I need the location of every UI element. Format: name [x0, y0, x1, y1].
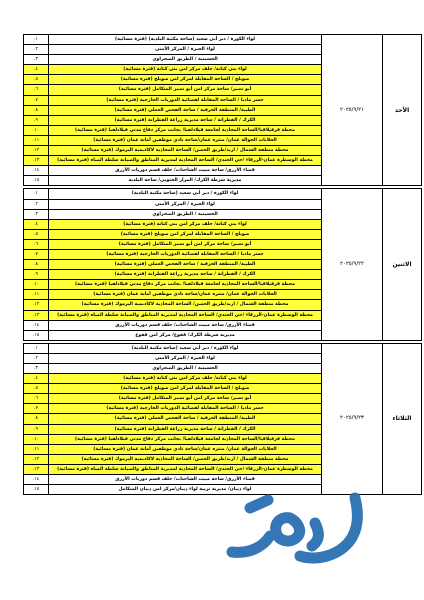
location-cell: الحلابات الجوالة عمان/ منتزه عمان/ساحة نادي موظفين أمانة عمان (فترة مسائية)	[49, 444, 322, 454]
row-number: ١٠.	[24, 434, 49, 444]
location-cell: الحسينية / الطريق الصحراوي	[49, 209, 322, 219]
row-number: ١٠.	[24, 280, 49, 290]
row-number: ٨.	[24, 105, 49, 115]
row-number: ٦.	[24, 394, 49, 404]
location-cell: الطيبة/ المنطقة الحرفية / ساحة الفحص العملي (فترة مسائية)	[49, 260, 322, 270]
row-number: ٤.	[24, 219, 49, 229]
location-cell: الحسينية / الطريق الصحراوي	[49, 55, 322, 65]
row-number: ٤.	[24, 374, 49, 384]
location-cell: محطة الوسطرة عمان-الزرقاء /حي الجندي/ الساحة المحاذية لمديرية المناطق والصيانة سلطة المياه (فترة مسائية)	[49, 310, 322, 320]
row-number: ٥.	[24, 229, 49, 239]
location-cell: لواء بني كنانة/ خلف مركز امن بني كنانة (فترة مسائية)	[49, 219, 322, 229]
location-cell: لواء الكورة / دير أبي سعيد (ساحة مكتبة البلدية)	[49, 189, 322, 199]
row-number: ٦.	[24, 239, 49, 249]
row-number: ١٤.	[24, 166, 49, 176]
row-number: ١٢.	[24, 454, 49, 464]
location-cell: محطة منطقة الشمال / اربد/طريق الحصن/ الساحة المحاذية لاكاديمية اليرموك (فترة مسائية)	[49, 146, 322, 156]
row-number: ٦.	[24, 85, 49, 95]
location-cell: لواء بني كنانة/ خلف مركز امن بني كنانة (فترة مسائية)	[49, 374, 322, 384]
location-cell: مديرية شرطة الكرك/ المزار الجنوبي/ ساحة البلدية	[49, 176, 322, 186]
date-cell: ٢٠٢٥/٩/٢٢	[322, 189, 383, 340]
row-number: ١٣.	[24, 310, 49, 320]
location-cell: قضاء الأزرق/ ساحة مبيت الشاحنات/ خلف قسم دوريات الأزرق	[49, 475, 322, 485]
location-cell: لواء بني كنانة/ خلف مركز امن بني كنانة (فترة مسائية)	[49, 65, 322, 75]
location-cell: لواء الجيزة / المركز الأمني	[49, 353, 322, 363]
date-cell: ٢٠٢٥/٩/٢٣	[322, 343, 383, 494]
row-number: ٢.	[24, 45, 49, 55]
row-number: ١٥.	[24, 176, 49, 186]
row-number: ٥.	[24, 384, 49, 394]
location-cell: جسر مادبا / الساحة المقابلة لقضائية الدوريات الخارجية (فترة مسائية)	[49, 404, 322, 414]
location-cell: لواء الكورة / دير أبي سعيد (ساحة مكتبة البلدية) (فترة مسائية)	[49, 35, 322, 45]
row-number: ٨.	[24, 260, 49, 270]
location-cell: محطة الوسطرة عمان-الزرقاء /حي الجندي/ الساحة المحاذية لمديرية المناطق والصيانة سلطة المياه (فترة مسائية)	[49, 464, 322, 474]
row-number: ١.	[24, 343, 49, 353]
location-cell: محطة قرفيلاقيا/الساحة المحاذية لجامعة فيلادلفيا/ بجانب مركز دفاع مدني فيلادلفيا (فترة مسائية)	[49, 280, 322, 290]
location-cell: جسر مادبا / الساحة المقابلة لقضائية الدوريات الخارجية (فترة مسائية)	[49, 95, 322, 105]
row-number: ١.	[24, 35, 49, 45]
row-number: ١٠.	[24, 125, 49, 135]
row-number: ٣.	[24, 364, 49, 374]
row-number: ٨.	[24, 414, 49, 424]
row-number: ١١.	[24, 444, 49, 454]
location-cell: الحلابات الجوالة عمان/ منتزه عمان/ساحة نادي موظفين أمانة عمان (فترة مسائية)	[49, 290, 322, 300]
day-cell: الأحد	[383, 35, 422, 186]
location-cell: جسر مادبا / الساحة المقابلة لقضائية الدوريات الخارجية (فترة مسائية)	[49, 249, 322, 259]
date-cell: ٢٠٢٥/٩/٢١	[322, 35, 383, 186]
row-number: ٥.	[24, 75, 49, 85]
table-row	[24, 343, 422, 353]
location-cell: الكرك / القطرانة / ساحة مديرية زراعة القطرانة (فترة مسائية)	[49, 424, 322, 434]
location-cell: لواء الكورة / دير أبي سعيد (ساحة مكتبة البلدية)	[49, 343, 322, 353]
location-cell: أبو نصير/ ساحة مركز امن أبو نصير المتكامل (فترة مسائية)	[49, 394, 322, 404]
location-cell: أبو نصير/ ساحة مركز امن أبو نصير المتكامل (فترة مسائية)	[49, 85, 322, 95]
location-cell: الطيبة/ المنطقة الحرفية / ساحة الفحص العملي (فترة مسائية)	[49, 105, 322, 115]
location-cell: محطة قرفيلاقيا/الساحة المحاذية لجامعة فيلادلفيا/ بجانب مركز دفاع مدني فيلادلفيا (فترة مسائية)	[49, 434, 322, 444]
location-cell: صويلح / الساحة المقابلة لمركز امن صويلح (فترة مسائية)	[49, 384, 322, 394]
location-cell: لواء الجيزة / المركز الأمني	[49, 199, 322, 209]
row-number: ١١.	[24, 290, 49, 300]
location-cell: الحسينية / الطريق الصحراوي	[49, 364, 322, 374]
table-row	[24, 35, 422, 45]
location-cell: صويلح / الساحة المقابلة لمركز امن صويلح (فترة مسائية)	[49, 75, 322, 85]
row-number: ٧.	[24, 404, 49, 414]
row-number: ١٤.	[24, 475, 49, 485]
row-number: ١١.	[24, 135, 49, 145]
row-number: ٢.	[24, 353, 49, 363]
row-number: ١٣.	[24, 464, 49, 474]
location-cell: محطة منطقة الشمال / اربد/طريق الحصن/ الساحة المحاذية لاكاديمية اليرموك (فترة مسائية)	[49, 454, 322, 464]
location-cell: لواء الجيزة / المركز الأمني	[49, 45, 322, 55]
day-cell: الثلاثاء	[383, 343, 422, 494]
location-cell: محطة الوسطرة عمان-الزرقاء /حي الجندي/ الساحة المحاذية لمديرية المناطق والصيانة سلطة المياه (فترة مسائية)	[49, 156, 322, 166]
row-number: ١٤.	[24, 320, 49, 330]
location-cell: محطة منطقة الشمال / اربد/طريق الحصن/ الساحة المحاذية لاكاديمية اليرموك (فترة مسائية)	[49, 300, 322, 310]
row-number: ٣.	[24, 55, 49, 65]
location-cell: محطة قرفيلاقيا/الساحة المحاذية لجامعة فيلادلفيا/ بجانب مركز دفاع مدني فيلادلفيا (فترة مسائية)	[49, 125, 322, 135]
row-number: ٩.	[24, 115, 49, 125]
row-number: ٧.	[24, 249, 49, 259]
row-number: ٢.	[24, 199, 49, 209]
location-cell: الكرك / القطرانة / ساحة مديرية زراعة القطرانة (فترة مسائية)	[49, 270, 322, 280]
location-cell: لواء ذيبان/ مديرية تربية لواء ذيبان/مركز امن ذيبان المتكامل	[49, 485, 322, 495]
row-number: ٣.	[24, 209, 49, 219]
row-number: ٩.	[24, 270, 49, 280]
location-cell: الطيبة/ المنطقة الحرفية / ساحة الفحص العملي (فترة مسائية)	[49, 414, 322, 424]
row-number: ٩.	[24, 424, 49, 434]
location-cell: قضاء الأزرق/ ساحة مبيت الشاحنات/ خلف قسم دوريات الأزرق	[49, 320, 322, 330]
day-cell: الاثنين	[383, 189, 422, 340]
row-number: ١٢.	[24, 300, 49, 310]
location-cell: مديرية شرطة الكرك/ فقوع/ مركز امن فقوع	[49, 330, 322, 340]
row-number: ٧.	[24, 95, 49, 105]
row-number: ١٣.	[24, 156, 49, 166]
location-cell: الحلابات الجوالة عمان/ منتزه عمان/ساحة نادي موظفين أمانة عمان (فترة مسائية)	[49, 135, 322, 145]
location-cell: صويلح / الساحة المقابلة لمركز امن صويلح (فترة مسائية)	[49, 229, 322, 239]
row-number: ١٥.	[24, 485, 49, 495]
row-number: ١٥.	[24, 330, 49, 340]
watermark-logo	[220, 478, 370, 568]
table-row	[24, 189, 422, 199]
schedule-table	[23, 34, 422, 495]
row-number: ١٢.	[24, 146, 49, 156]
location-cell: قضاء الأزرق/ ساحة مبيت الشاحنات/ خلف قسم دوريات الأزرق	[49, 166, 322, 176]
location-cell: الكرك / القطرانة / ساحة مديرية زراعة القطرانة (فترة مسائية)	[49, 115, 322, 125]
row-number: ٤.	[24, 65, 49, 75]
row-number: ١.	[24, 189, 49, 199]
location-cell: أبو نصير/ ساحة مركز امن أبو نصير المتكامل (فترة مسائية)	[49, 239, 322, 249]
